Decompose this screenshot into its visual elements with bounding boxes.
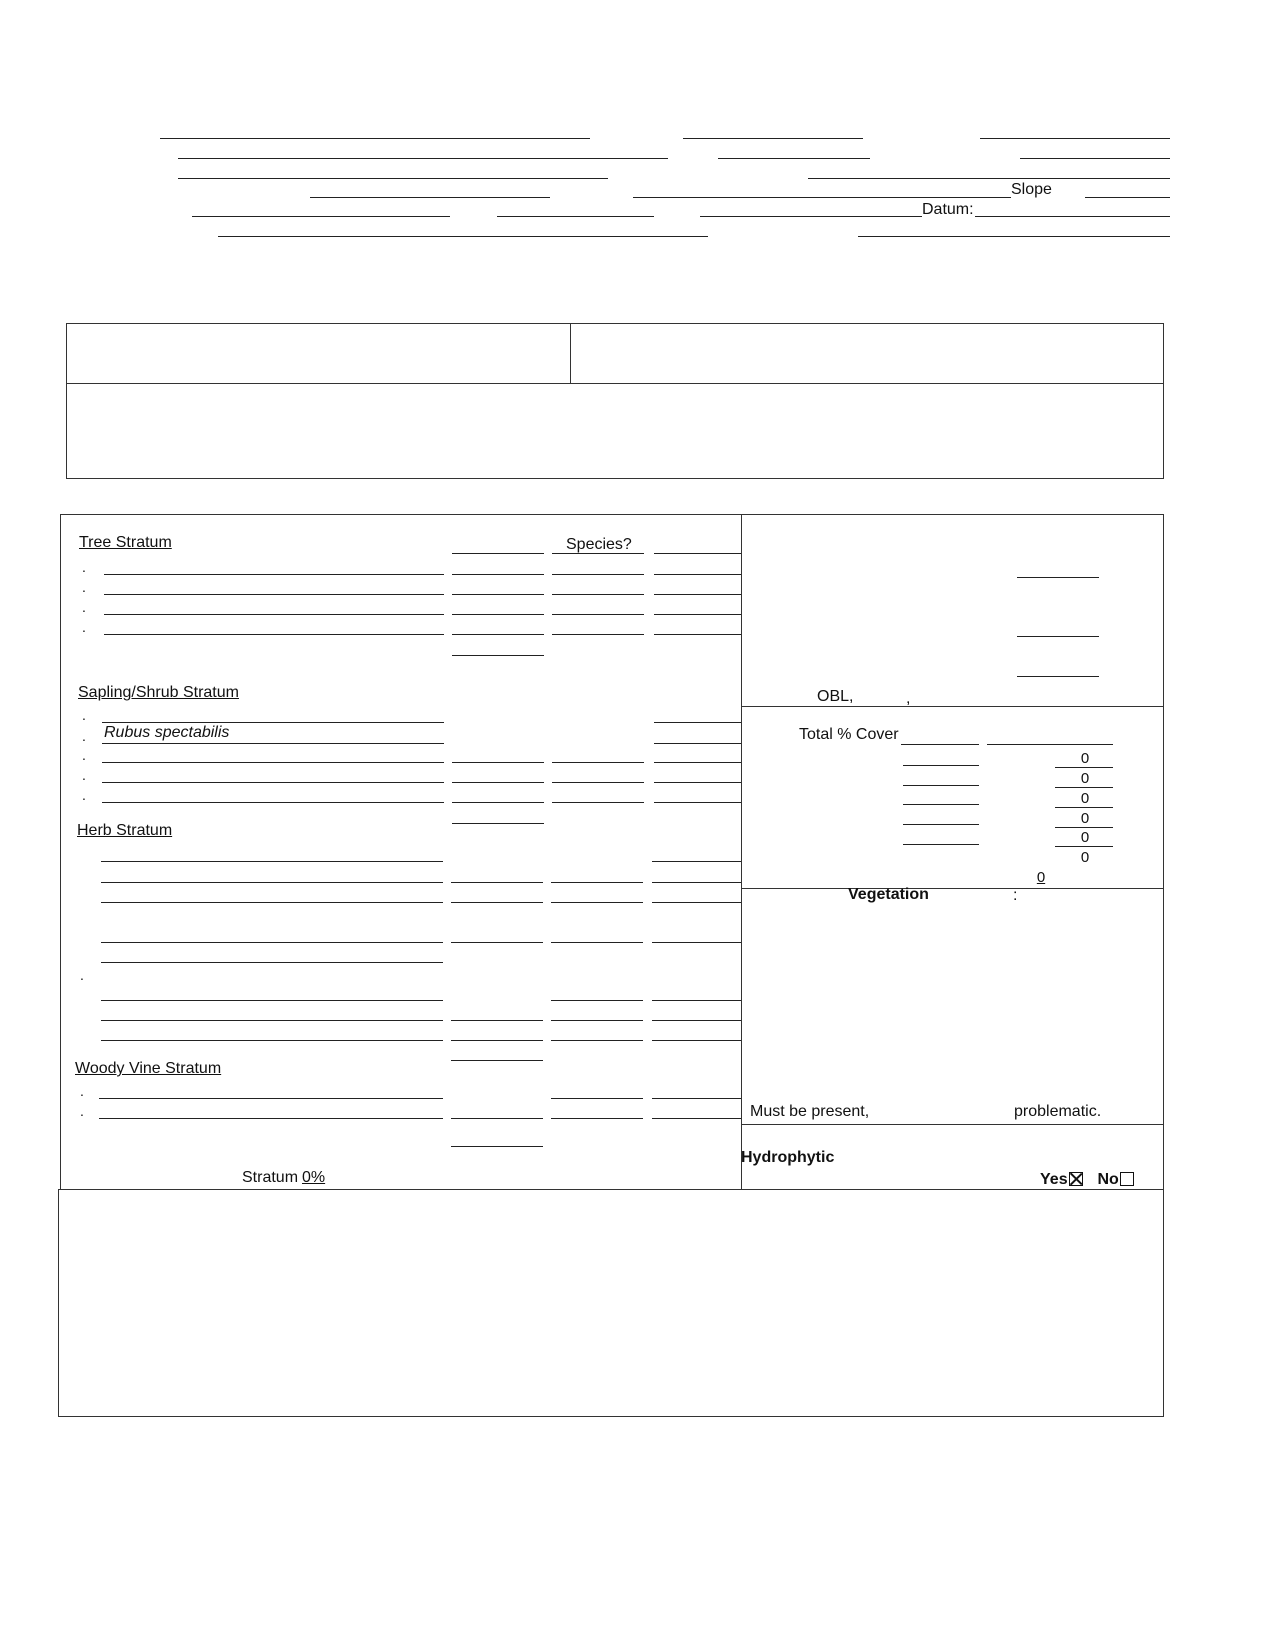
result-value: 0 [1080,790,1090,807]
herb-stratum-label: Herb Stratum [77,822,173,839]
total-cover-field[interactable] [452,823,544,824]
dominant-field[interactable] [551,1020,643,1021]
no-label: No [1097,1171,1119,1188]
species-field[interactable] [101,942,443,943]
result-underline [1055,767,1113,768]
datum-label: Datum: [922,201,974,218]
status-field[interactable] [652,1040,741,1041]
status-field[interactable] [652,942,741,943]
field-line[interactable] [808,178,1170,179]
dominant-field[interactable] [552,574,644,575]
column-header-line [552,553,644,554]
summary-column-divider [570,323,571,383]
cover-field[interactable] [452,762,544,763]
problematic-text: problematic. [1014,1103,1102,1120]
field-line[interactable] [683,138,863,139]
stratum-cover-value: 0% [302,1169,326,1186]
cover-field[interactable] [452,614,544,615]
cover-field[interactable] [451,1020,543,1021]
no-checkbox[interactable] [1120,1172,1134,1186]
species-field[interactable] [102,802,444,803]
field-line[interactable] [1020,158,1170,159]
status-field[interactable] [652,1020,741,1021]
cover-field[interactable] [452,634,544,635]
stratum-cover-label: Stratum [242,1169,299,1186]
status-field[interactable] [652,1118,741,1119]
field-line[interactable] [633,197,1011,198]
status-field[interactable] [654,802,741,803]
dominant-field[interactable] [551,1098,643,1099]
column-header-line [654,553,741,554]
species-header: Species? [566,536,632,553]
obl-label: OBL, [817,688,854,705]
species-field[interactable] [102,782,444,783]
cover-field[interactable] [451,882,543,883]
dominant-field[interactable] [552,762,644,763]
yes-label: Yes [1040,1171,1068,1188]
total-cover-field[interactable] [452,655,544,656]
sapling-species-1: Rubus spectabilis [104,724,230,741]
species-field[interactable] [101,1020,443,1021]
field-line[interactable] [310,197,550,198]
status-field[interactable] [652,882,741,883]
dominant-field[interactable] [551,942,643,943]
species-field[interactable] [99,1098,443,1099]
hydrophytic-label: Hydrophytic [741,1149,835,1166]
status-field[interactable] [652,1098,741,1099]
field-line[interactable] [858,236,1170,237]
status-field[interactable] [654,574,741,575]
species-field[interactable] [101,861,443,862]
total-cover-field[interactable] [451,1146,543,1147]
cover-field[interactable] [452,782,544,783]
result-underline [1055,827,1113,828]
species-field[interactable] [104,574,444,575]
status-field[interactable] [654,614,741,615]
prevalence-total: 0 [1036,869,1046,886]
worksheet-field[interactable] [1017,577,1099,578]
species-field[interactable] [101,902,443,903]
result-value: 0 [1080,849,1090,866]
woody-vine-stratum-label: Woody Vine Stratum [75,1060,222,1077]
vegetation-column-divider [741,514,742,1190]
result-value: 0 [1080,770,1090,787]
summary-divider [66,383,1164,384]
status-field[interactable] [654,782,741,783]
worksheet-field[interactable] [1017,636,1099,637]
cover-input[interactable] [903,824,979,825]
field-line[interactable] [218,236,708,237]
sapling-shrub-stratum-label: Sapling/Shrub Stratum [78,684,239,701]
species-field[interactable] [101,1000,443,1001]
slope-field[interactable] [1085,197,1170,198]
vegetation-indicators-title: Vegetation [848,886,929,903]
worksheet-divider-1 [741,706,1164,707]
species-field[interactable] [101,882,443,883]
result-value: 0 [1080,810,1090,827]
result-underline [1055,807,1113,808]
comma: , [906,690,911,707]
field-line[interactable] [178,178,608,179]
column-header-line [452,553,544,554]
slope-label: Slope [1011,181,1052,198]
result-value: 0 [1080,750,1090,767]
field-line[interactable] [192,216,450,217]
species-field[interactable] [102,743,444,744]
status-field[interactable] [654,722,741,723]
cover-input[interactable] [903,804,979,805]
must-be-present-text: Must be present, [750,1103,870,1120]
total-cover-field[interactable] [451,1060,543,1061]
dominant-field[interactable] [552,594,644,595]
result-underline [1055,846,1113,847]
total-cover-underline [901,744,979,745]
cover-input[interactable] [903,844,979,845]
cover-field[interactable] [452,574,544,575]
cover-field[interactable] [451,942,543,943]
dominant-field[interactable] [551,902,643,903]
result-underline [1055,787,1113,788]
remarks-box[interactable] [58,1189,1164,1417]
multiply-underline [987,744,1113,745]
field-line[interactable] [497,216,654,217]
dominant-field[interactable] [551,882,643,883]
species-field[interactable] [101,1040,443,1041]
field-line[interactable] [160,138,590,139]
field-line[interactable] [980,138,1170,139]
summary-box [66,323,1164,479]
dominant-field[interactable] [551,1040,643,1041]
field-line[interactable] [178,158,668,159]
dominant-field[interactable] [551,1118,643,1119]
worksheet-divider-2 [741,888,1164,889]
status-field[interactable] [652,1000,741,1001]
field-line[interactable] [700,216,922,217]
result-value: 0 [1080,829,1090,846]
species-field[interactable] [104,614,444,615]
dominant-field[interactable] [552,634,644,635]
cover-input[interactable] [903,765,979,766]
species-field[interactable] [104,594,444,595]
cover-field[interactable] [452,594,544,595]
species-field[interactable] [99,1118,443,1119]
dominant-field[interactable] [552,782,644,783]
indicators-colon: : [1013,887,1018,904]
hydrophytic-answer [1040,1171,1134,1189]
cover-field[interactable] [452,802,544,803]
tree-stratum-label: Tree Stratum [79,534,172,551]
field-line[interactable] [718,158,870,159]
dominant-field[interactable] [552,614,644,615]
status-field[interactable] [654,634,741,635]
cover-field[interactable] [451,1118,543,1119]
worksheet-field[interactable] [1017,676,1099,677]
status-field[interactable] [654,594,741,595]
status-field[interactable] [654,762,741,763]
cover-field[interactable] [451,902,543,903]
status-field[interactable] [654,743,741,744]
vegetation-box [60,514,1164,1190]
dominant-field[interactable] [551,1000,643,1001]
cover-input[interactable] [903,785,979,786]
status-field[interactable] [652,902,741,903]
species-field[interactable] [101,962,443,963]
species-field[interactable] [102,762,444,763]
worksheet-divider-3 [741,1124,1164,1125]
status-field[interactable] [652,861,741,862]
yes-checkbox[interactable] [1069,1172,1083,1186]
total-cover-label: Total % Cover [799,726,899,743]
species-field[interactable] [102,722,444,723]
datum-field[interactable] [975,216,1170,217]
cover-field[interactable] [451,1040,543,1041]
dominant-field[interactable] [552,802,644,803]
species-field[interactable] [104,634,444,635]
